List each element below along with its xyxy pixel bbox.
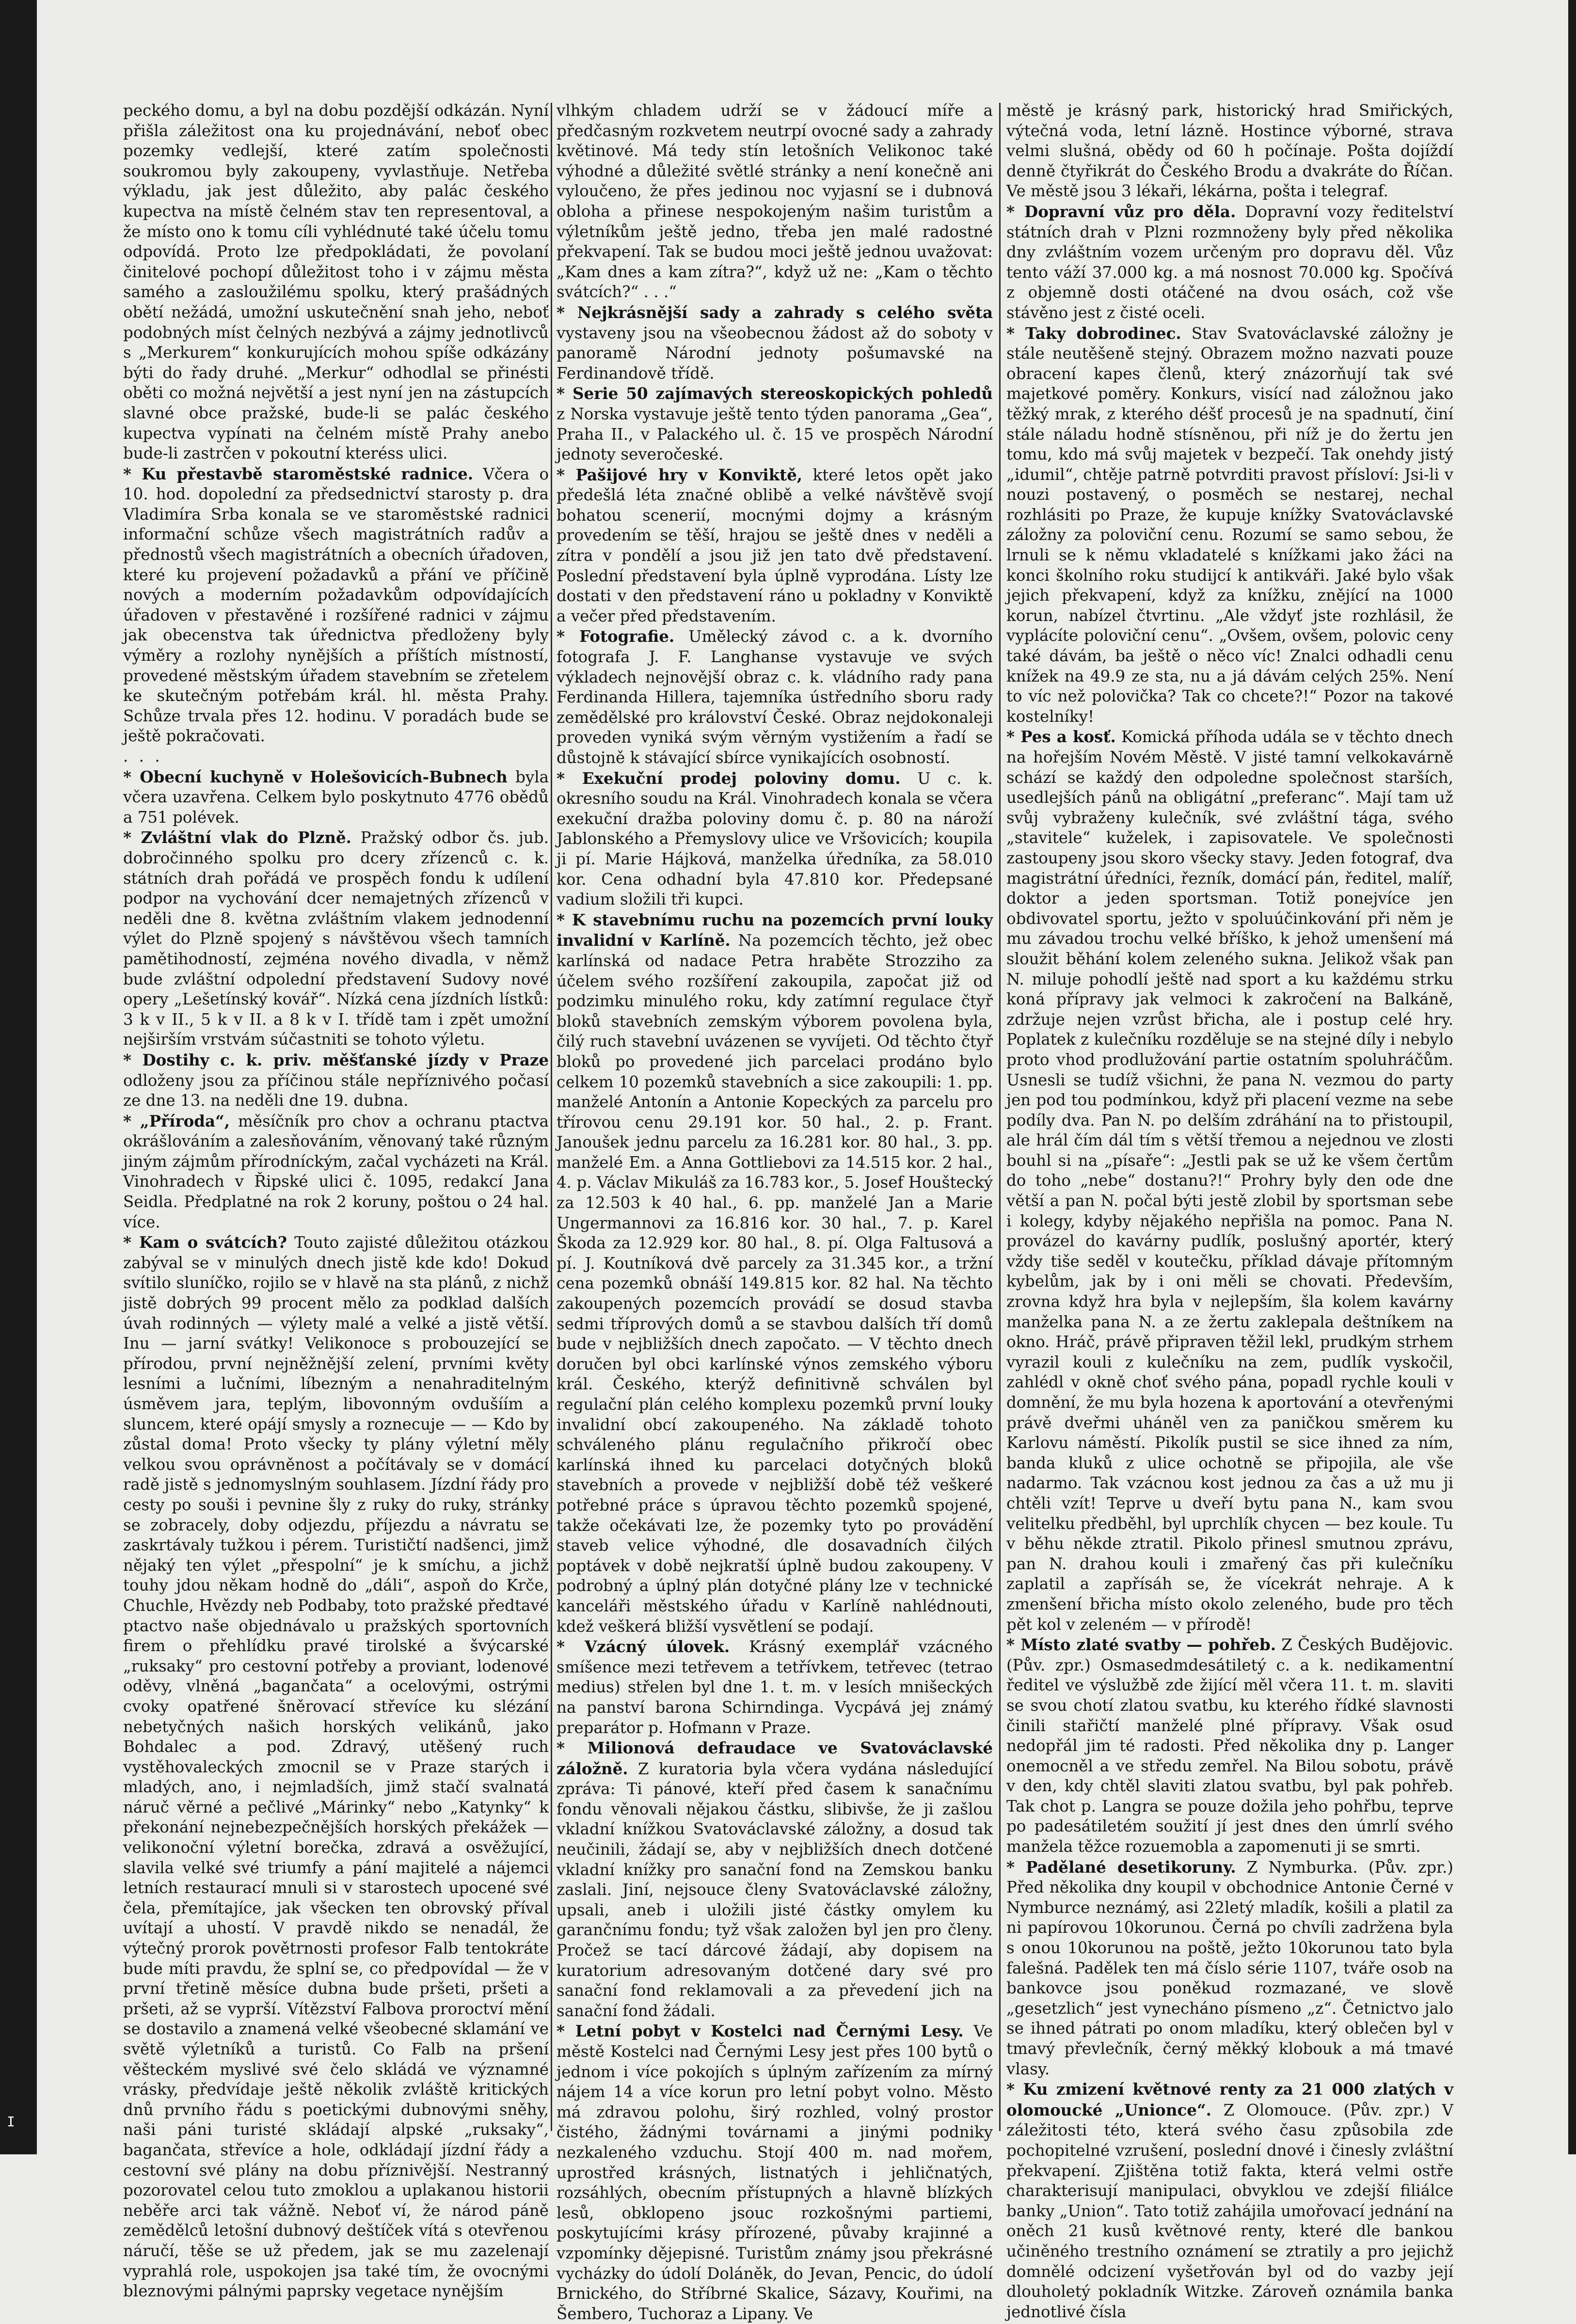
article-paragraph: [123, 464, 549, 747]
article-heading: Dostihy c. k. priv. měšťanské jízdy v Praze: [142, 1050, 549, 1069]
article-text: Dopravní vozy ředitelství státních drah v Plzni rozmnoženy byly před několika dny zvláštním vozem určeným pro dopravu děl. Vůz tento váží 37.000 kg. a má nosnost 70.000 kg. Spočívá z objemně dosti otáčené na dvou osách, což vše stávěno jest z čisté oceli.: [1006, 202, 1454, 322]
article-text: které letos opět jako předešlá léta značné oblibě a velké návštěvě svojí bohatou scenerií, mocnými dojmy a krásným provedením se těší, hrajou se ještě dnes v neděli a zítra v pondělí a jsou již jen tato dvě představení. Poslední představení byla úplně vyprodána. Lísty lze dostati v den představení ráno u pokladny v Konviktě a večer před představením.: [557, 465, 993, 625]
article-text: peckého domu, a byl na dobu pozdější odkázán. Nyní přišla záležitost ona ku projednávání, neboť obec pozemky vedlejší, které zatím společnosti soukromou byly zakoupeny, vyvlastňuje. Netřeba výkladu, jak jest důležito, aby palác českého kupectva na místě čelném stav ten representoval, a že místo ono k tomu cíli vyhlédnuté také účelu tomu odpovídá. Proto lze předpokládati, že povolaní činitelové pochopí důležitost toho i v zájmu města samého a zasloužilému spolku, který prašádných obětí nežádá, umožní uskutečnění snah jeho, neboť podobných míst čelných nezbývá a zájmy jednotlivců s „Merkurem“ konkurujících mohou spíše odkázány býti do řady druhé. „Merkur“ odhodlal se přinésti oběti co možná největší a jest nyní jen na zástupcích slavné obce pražské, bude-li se palác českého kupectva vypínati na čelném místě Prahy anebo bude-li zastrčen v pokoutní kteréss ulici.: [123, 101, 549, 463]
column-rule: [551, 103, 552, 2131]
article-paragraph: [123, 1111, 549, 1233]
article-text: Komická příhoda udála se v těchto dnech na hořejším Novém Městě. V jisté tamní velkokavárně schází se každý den odpoledne společnost starších, usedlejších pánů na obligátní „preferanc“. Mají tam už svůj vybraženy kulečník, své zvláštní tága, svého „stavitele“ kuželek, i zapisovatele. Ve společnosti zastoupeny jsou skoro všecky stavy. Jeden fotograf, dva magistrátní úředníci, řezník, domácí pán, ředitel, malíř, doktor a jeden sportsman. Totiž ponejvíce jen obdivovatel sportu, ježto v spoluúčinkování při něm je mu závadou trochu velké bříško, k jehož umenšení má sloužit běhání kolem zeleného sukna. Jelikož však pan N. miluje pohodlí ještě nad sport a ku každému strku koná přípravy jak velmoci k zakročení na Balkáně, zdržuje nejen vzrůst břicha, ale i postup celé hry. Poplatek z kulečníku rozděluje se na stejné díly i nebylo proto vhod prodlužování partie ostatním spoluhráčům. Usnesli se tudíž všichni, že pana N. vezmou do party jen pod tou podmínkou, když při placení vezme na sebe podíly dva. Pan N. po delším zdráhání na to přistoupil, ale hrál čím dál tím s větší třemou a nejednou ve zlosti bouhl si na „písaře“: „Jestli pak se už ke všem čertům do toho „nebe“ dostanu?!“ Prohry byly den ode dne větší a pan N. počal býti jestě zlobil by sportsman sebe i kolegy, kdyby nějakého nepřišla na pomoc. Pana N. provázel do kavárny pudlík, poslušný aportér, který vždy tiše seděl v koutečku, příklad dávaje přítomným kybelům, jak by i oni měli se chovati. Především, zrovna když hra byla v nejlepším, šla kolem kavárny manželka pana N. a ze žertu zaklepala deštníkem na okno. Hráč, právě připraven těžil lekl, prudkým strhem vyrazil kouli z kulečníku na zem, pudlík vyskočil, zahlédl v okně choť svého pána, popadl rychle kouli v domnění, že mu byla hozena k aportování a otevřenými právě dveřmi uháněl ven za paničkou směrem ku Karlovu náměstí. Pikolík pustil se sice ihned za ním, banda kluků z ulice ochotně se připojila, ale vše nadarmo. Tak vzácnou kost jednou za čas a už mu ji chtěli vzít! Teprve u dveří bytu pana N., kam svou velitelku předběhl, byl uprchlík chycen — bez koule. Tu v běhu někde ztratil. Pikolo přinesl smutnou zprávu, pan N. drahou kouli i zmařený čas při kulečníku zaplatil a zapřísáh se, že vícekrát nehraje. A k zmenšení břicha místo okolo zeleného, bude pro těch pět kol v zeleném — v přírodě!: [1006, 728, 1453, 1634]
bullet-asterisk: *: [557, 302, 577, 322]
article-paragraph: [123, 828, 549, 1050]
article-paragraph: [557, 1738, 993, 2021]
article-paragraph: [557, 465, 993, 627]
bullet-asterisk: *: [557, 910, 572, 929]
bullet-asterisk: *: [123, 464, 142, 483]
article-text: Z kuratoria byla včera vydána následující zpráva: Ti pánové, kteří před časem k sanačnímu fondu věnovali nějakou částku, slibivše, že ji zašlou vkladní knížkou Svatováclavské záložny, a dosud tak neučinili, žádají se, aby v nejbližších dnech dotčené vkladní knížky pro sanační fond na Zemskou banku zaslali. Jiní, nejsouce členy Svatováclavské záložny, upsali, aneb i uložili jisté částky omylem ku garančnímu fondu; tyž však založen byl jen pro členy. Pročež se tací dárcové žádají, aby dopisem na kuratorium adresovaným dotčené dary své pro sanační fond reklamovali a za převedení jich na sanační fond žádali.: [557, 1759, 993, 2020]
bullet-asterisk: *: [557, 1738, 588, 1758]
article-heading: K stavebnímu ruchu na pozemcích první louky invalidní v Karlíně.: [557, 910, 993, 950]
bullet-asterisk: *: [1006, 1635, 1021, 1655]
article-paragraph: [1006, 202, 1453, 323]
article-heading: Dopravní vůz pro děla.: [1024, 202, 1236, 221]
article-text: Umělecký závod c. a k. dvorního fotografa J. F. Langhanse vystavuje ve svých výkladech nejnovější obraz c. k. vládního rady pana Ferdinanda Hillera, tajemníka ústředního sboru rady zemědělské pro království České. Obraz nejdokonaleji proveden vyniká svým věrným vystižením a řadí se důstojně k stávající sbírce vynikajících osobností.: [557, 627, 993, 767]
article-heading: Milionová defraudace ve Svatováclavské záložně.: [557, 1738, 993, 1778]
scan-edge-right: [1568, 0, 1576, 2154]
article-heading: Pes a kosť.: [1020, 727, 1116, 747]
bullet-asterisk: *: [557, 2022, 575, 2041]
article-paragraph: [557, 302, 993, 383]
article-text: městě je krásný park, historický hrad Smiřických, výtečná voda, letní lázně. Hostince výborné, strava velmi slušná, obědy od 60 h počínaje. Pošta dojíždí denně čtyřikrát do Českého Brodu a dvakráte do Říčan. Ve městě jsou 3 lékaři, lékárna, pošta i telegraf.: [1006, 101, 1453, 201]
article-text: vlhkým chladem udrží se v žádoucí míře a předčasným rozkvetem neutrpí ovocné sady a zahrady květinové. Má tedy stín letošních Velikonoc také výhodné a důležité světlé stránky a není konečně ani vyloučeno, že přes jedinou noc vyjasní se i dubnová obloha a přinese nespokojeným našim turistům a výletníkům ještě jedno, třeba jen malé radostné překvapení. Tak se budou moci ještě jednou uvažovat: „Kam dnes a kam zítra?“, když už ne: „Kam o těchto svátcích?“ . . .“: [557, 101, 993, 302]
article-heading: Exekuční prodej poloviny domu.: [582, 768, 901, 788]
article-heading: Ku přestavbě staroměstské radnice.: [142, 464, 474, 483]
article-text: Včera o 10. hod. dopolední za předsednictví starosty p. dra Vladimíra Srba konala se ve staroměstské radnici informační schůze všech magistrátních radův a přednostů všech magistrátních a obecních úřadoven, které ku projevení požadavků a přání ve příčině nových a moderním požadavkům odpovídajících úřadoven v přestavěné i rozšířené radnici v zájmu jak obecenstva tak úřednictva předloženy byly výměry a rozlohy nynějších a příštích místností, provedené městským úřadem stavebním se zřetelem ke skutečným potřebám král. hl. města Prahy. Schůze trvala přes 12. hodinu. V poradách bude se ještě pokračovati.: [123, 464, 549, 746]
article-text: Ve městě Kostelci nad Černými Lesy jest přes 100 bytů o jednom i více pokojích s úplným zařízením za mírný nájem 14 a více korun pro letní pobyt volno. Město má zdravou polohu, širý rozhled, volný prostor čistého, žádnými továrnami a jinými podniky nezkaleného vzduchu. Stojí 400 m. nad mořem, uprostřed krásných, listnatých i jehličnatých, rozsáhlých, obecním přístupných a hlavně blízkých lesů, obklopeno jsouc rozkošnými partiemi, poskytujícími krásy přírozené, půvaby krajinné a vzpomínky dějepisné. Turistům známy jsou překrásné vycházky do údolí Doláněk, do Jevan, Pencic, do údolí Brnického, do Stříbrné Skalice, Sázavy, Kouřimi, na Šembero, Tuchoraz a Lipany. Ve: [557, 2022, 993, 2323]
bullet-asterisk: *: [1006, 2080, 1023, 2099]
column-3: [1006, 101, 1454, 2321]
column-2: [557, 101, 993, 2323]
bullet-asterisk: *: [1006, 202, 1025, 221]
bullet-asterisk: *: [1006, 323, 1025, 343]
article-paragraph: [557, 768, 993, 910]
article-heading: Místo zlaté svatby — pohřeb.: [1020, 1635, 1276, 1655]
article-paragraph: [123, 747, 549, 767]
bullet-asterisk: *: [123, 1233, 139, 1252]
article-text: Z Nymburka. (Pův. zpr.) Před několika dny koupil v obchodnice Antonie Černé v Nymburce neznámý, asi 22letý mladík, košili a platil za ni papírovou 10korunou. Černá po chvíli zadržena byla s onou 10korunou na poště, ježto 10korunou tato byla falešná. Padělek ten má číslo série 1107, tváře osob na bankovce jsou poněkud rozmazané, ve slově „gesetzlich“ jest vynecháno písmeno „z“. Četnictvo jalo se ihned pátrati po onom mladíku, který oblečen byl v tmavý převlečník, černý měkký klobouk a má tmavé vlasy.: [1006, 1858, 1453, 2078]
article-paragraph: [1006, 1635, 1453, 1857]
bullet-asterisk: *: [557, 465, 576, 484]
article-heading: Padělané desetikoruny.: [1026, 1857, 1236, 1877]
article-text: U c. k. okresního soudu na Král. Vinohradech konala se včera exekuční dražba poloviny domu č. p. 80 na nároží Jablonského a Přemyslovy ulice ve Vršovicích; koupila ji pí. Marie Hájková, manželka úředníka, za 58.010 kor. Cena odhadní byla 47.810 kor. Předepsané vadium složili tři kupci.: [557, 769, 993, 909]
scan-edge-left: [0, 0, 37, 2154]
article-heading: Fotografie.: [579, 627, 675, 646]
article-heading: Pašijové hry v Konviktě,: [575, 465, 803, 484]
article-heading: Letní pobyt v Kostelci nad Černými Lesy.: [575, 2022, 964, 2041]
article-paragraph: [557, 626, 993, 768]
bullet-asterisk: *: [1006, 1857, 1026, 1877]
article-heading: Kam o svátcích?: [139, 1233, 287, 1252]
bullet-asterisk: *: [557, 627, 580, 646]
article-paragraph: [123, 1050, 549, 1111]
article-paragraph: [123, 767, 549, 828]
bullet-asterisk: *: [123, 767, 140, 786]
article-text: byla včera uzavřena. Celkem bylo poskytnuto 4776 obědů a 751 polévek.: [123, 767, 549, 827]
article-text: Z Olomouce. (Pův. zpr.) V záležitosti této, která svého času způsobila zde pochopitelné vzrušení, poslední dnové i činesly zvláštní překvapení. Zjištěna totiž fakta, která velmi ostře charakterisují manipulaci, obvyklou ve zdejší filiálce banky „Union“. Tato totiž zahájila umořovací jednání na oněch 21 kusů květnové renty, které dle bankou učiněného trestního oznámení se ztratily a pro jejichž domnělé odcizení vyšetřován byl od do vazby její dlouholetý pokladník Witzke. Zároveň oznámila banka jednotlivé čísla: [1006, 2101, 1453, 2321]
article-heading: Obecní kuchyně v Holešovicích-Bubnech: [140, 767, 508, 786]
bullet-asterisk: *: [123, 1111, 140, 1130]
column-rule: [999, 103, 1001, 2131]
article-text: . . .: [123, 747, 163, 765]
article-paragraph: [557, 383, 993, 464]
margin-mark: I: [7, 2114, 15, 2130]
article-heading: „Příroda“,: [140, 1111, 230, 1130]
article-heading: Taky dobrodinec.: [1025, 323, 1181, 343]
article-text: Na pozemcích těchto, jež obec karlínská od nadace Petra hraběte Strozziho za účelem svého rozšíření zakoupila, započat již od podzimku minulého roku, kdy zatímní regulace čtyř bloků stavebních zemským výborem povolena byla, čilý ruch stavební uvázenen se vyvíjeti. Od těchto čtyř bloků po provedené jich parcelaci prodáno bylo celkem 10 pozemků stavebních a sice zakoupili: 1. pp. manželé Antonín a Antonie Kopeckých za parcelu pro třírovou cenu 29.191 kor. 50 hal., 2. p. Frant. Janoušek jednu parcelu za 16.281 kor. 80 hal., 3. pp. manželé Em. a Anna Gottliebovi za 14.515 kor. 2 hal., 4. p. Václav Mikuláš za 16.783 kor., 5. Josef Houštecký za 12.503 k 40 hal., 6. pp. manželé Jan a Marie Ungermannovi za 16.816 kor. 30 hal., 7. p. Karel Škoda za 12.929 kor. 80 hal., 8. pí. Olga Faltusová a pí. J. Koutníková dvě parcely za 31.345 kor., a tržní cena pozemků obnáší 149.815 kor. 82 hal. Na těchto zakoupených pozemcích provádí se dosud stavba sedmi tříprových domů a se stavbou dalších tří domů bude v nejbližších dnech započato. — V těchto dnech doručen byl obci karlínské výnos zemského výboru král. Českého, kterýž definitivně schválen byl regulační plán celého komplexu pozemků první louky invalidní obcí zakoupeného. Na základě tohoto schváleného plánu regulačního přikročí obec karlínská ihned ku parcelaci dotyčných bloků stavebních a provede v nejbližší době též veškeré potřebné práce s úpravou těchto pozemků spojené, takže očekávati lze, že pozemky tyto po provádění staveb velice výhodné, dle dosavadních čilých poptávek v době nejkratší úplně budou zakoupeny. V podrobný a úplný plán dotyčné plány lze v technické kanceláři městského úřadu v Karlíně nahlédnouti, kdež veškerá bližší vysvětlení se podají.: [557, 931, 993, 1636]
bullet-asterisk: *: [123, 1050, 143, 1069]
bullet-asterisk: *: [1006, 727, 1021, 747]
article-paragraph: [123, 1232, 549, 2301]
article-paragraph: [123, 101, 549, 464]
article-text: měsíčník pro chov a ochranu ptactva okrášlováním a zalesňováním, věnovaný také různým jiným zájmům přírodníckým, začal vycházeti na Král. Vinohradech v Řipské ulici č. 1095, redakcí Jana Seidla. Předplatné na rok 2 koruny, poštou o 24 hal. více.: [123, 1112, 549, 1231]
article-heading: Serie 50 zajímavých stereoskopických pohledů: [573, 384, 993, 403]
article-paragraph: [557, 101, 993, 302]
article-paragraph: [1006, 323, 1453, 727]
article-heading: Nejkrásnější sady a zahrady s celého světa: [577, 302, 993, 322]
article-text: z Norska vystavuje ještě tento týden panorama „Gea“, Praha II., v Palackého ul. č. 15 ve prospěch Národní jednoty severočeské.: [557, 404, 993, 464]
article-text: vystaveny jsou na všeobecnou žádost až do soboty v panoramě Národní jednoty pošumavské na Ferdinandově třídě.: [557, 323, 993, 382]
article-paragraph: [1006, 2079, 1453, 2322]
article-text: Touto zajisté důležitou otázkou zabýval se v minulých dnech jistě kde kdo! Dokud svítilo sluníčko, rojilo se v hlavě na sta plánů, z nichž jistě dobrých 99 procent mělo za podklad dalších úvah rodinných — výlety malé a velké a jistě větší. Inu — jarní svátky! Velikonoce s probouzející se přírodou, první nejněžnější zelení, prvními květy lesními a lučními, líbezným a nenahraditelným úsměvem jara, teplým, libovonným ovdušíím a sluncem, které opájí smysly a roznecuje — — Kdo by zůstal doma! Proto všecky ty plány výletní měly velkou svou oprávněnost a počítávaly se v domácí radě jistě s jednomyslným souhlasem. Jízdní řády pro cesty po souši i pevnine šly z ruky do ruky, stránky se zobracely, doby odjezdu, příjezdu a návratu se zaskrtávaly tužkou i pérem. Turističtí nadšenci, jimž nějaký ten výlet „přespolní“ je k smíchu, a jichž touhy jdou někam hodně do „dáli“, aspoň do Krče, Chuchle, Hvězdy neb Podbaby, toto pražské předtavé ptactvo naše objednávalo u pražských sportovních firem o přehlídku pravé tirolské a švýcarské „ruksaky“ pro cestovní potřeby a proviant, lodenové oděvy, vlněná „bagančata“ a ocelovými, ostrými cvoky opatřené šněrovací střevíce ku slézání nebetyčných našich horských velikánů, jako Bohdalec a pod. Zdravý, utěšený ruch vystěhovaleckých zmocnil se v Praze starých i mladých, ano, i nejmladších, jimž stačí svalnatá náruč věrné a pečlivé „Márinky“ nebo „Katynky“ k překonání nejnebezpečnějších horských překážek — velikonoční výletní borečka, zdravá a osvěžující, slavila velké své triumfy a pání majitelé a nájemci letních restaurací mnuli si v starostech upocené své čela, přemítajíce, jak všecken ten obrovský příval uvítají a uhostí. V pravdě nikdo se nenadál, že výtečný prorok povětrnosti profesor Falb tentokráte bude míti pravdu, že splní se, co předpovídal — že v první třetině měsíce dubna bude pršeti, pršeti a pršeti, až se vyprší. Vítězství Falbova proroctví mění se dostavilo a znamená velké všeobecné sklamání ve světě výletníků a turistů. Co Falb na pršení věšteckém myslivé své čelo skládá ve významné vrásky, předvídaje ještě několik zvláště kritických dnů prvního řádu s poetickými dubnovými sněhy, naši páni turisté skládají alpské „ruksaky“, bagančata, střevíce a hole, odkládají jízdní řády a cestovní své plány na dobu příznivější. Nestranný pozorovatel celou tuto zmoklou a uplakanou historii neběře arci tak vážně. Neboť ví, že národ páně zemědělců letošní dubnový deštíček vítá s otevřenou náručí, těše se už předem, jak se mu zazelenají vyprahlá role, uspokojen jsa také tím, že ovocnými bleznovými pálnými paprsky vegetace nynějším: [123, 1233, 549, 2301]
bullet-asterisk: *: [123, 828, 141, 847]
article-text: Pražský odbor čs. jub. dobročinného spolku pro dcery zřízenců c. k. státních drah pořádá ve prospěch fondu k udílení podpor na vychování dcer nemajetných zřízenců v neděli dne 8. května zvláštním vlakem jednodenní výlet do Plzně spojený s návštěvou všech tamních pamětihodností, zejména nového divadla, v němž bude zvláštní odpolední představení Sudovy nové opery „Lešetínský kovář“. Nízká cena jízdních lístků: 3 k v II., 5 k v II. a 8 k v I. třídě tam i zpět umožní nejširším vrstvám súčastniti se tohoto výletu.: [123, 828, 549, 1049]
article-text: Stav Svatováclavské záložny je stále neutěšeně stejný. Obrazem možno nazvati pouze obracení kapes členů, který znázorňují tak své majetkové poměry. Konkurs, visící nad záložnou jako těžký mrak, z kterého déšť procesů je na spadnutí, činí stále náladu hodně stísněnou, při níž je do žertu jen tomu, kdo má svůj majetek v bezpečí. Tak onehdy jistý „idumil“, chtěje patrně potvrditi pravost přísloví: Jsi-li v nouzi postavený, o posměch se nestarej, nechal rozhlásiti po Praze, že kupuje knížky Svatováclavské záložny za poloviční cenu. Rozumí se samo sebou, že lrnuli se k němu vkladatelé s knížkami jako žáci na konci školního roku studijcí k antikváři. Jaké bylo však jejich překvapení, když za knížku, znějící na 1000 korun, nabízel čtvrtinu. „Ale vždyť jste rozhlásil, že vyplácíte poloviční cenu“. „Ovšem, ovšem, polovic ceny také dávám, ba ještě o něco víc! Znalci odhadli cenu knížek na 49.9 ze sta, nu a já dávám celých 25%. Není to víc než polovička? Tak co chcete?!“ Pozor na takové kostelníky!: [1006, 324, 1453, 726]
article-text: Krásný exemplář vzácného smíšence mezi tetřevem a tetřívkem, tetřevec (tetrao medius) střelen byl dne 1. t. m. v lesích mnišeckých na panství barona Schirndinga. Vycpává jej známý preparátor p. Hofmann v Praze.: [557, 1638, 993, 1737]
article-paragraph: [1006, 101, 1453, 202]
column-1: [123, 101, 549, 2301]
bullet-asterisk: *: [557, 768, 582, 788]
article-heading: Zvláštní vlak do Plzně.: [141, 828, 352, 847]
article-paragraph: [1006, 1857, 1453, 2080]
article-text: odloženy jsou za příčinou stále nepříznivého počasí ze dne 13. na neděli dne 19. dubna.: [123, 1071, 549, 1110]
article-paragraph: [557, 910, 993, 1637]
article-paragraph: [557, 1637, 993, 1738]
bullet-asterisk: *: [557, 1637, 585, 1656]
article-text: Z Českých Budějovic. (Pův. zpr.) Osmasedmdesátiletý c. a k. nedikamentní ředitel ve výslužbě zde žijící měl včera 11. t. m. slaviti se svou chotí zlatou svatbu, ku kterého řídké slavnosti činili stařičtí manželé plné přípravy. Však osud nedopřál jim té radosti. Před několika dny p. Langer onemocněl a ve středu zemřel. Na Bilou sobotu, právě v den, kdy chtěl slaviti zlatou svatbu, byl pak pohřeb. Tak chot p. Langra se pouze dožila jeho pohřbu, teprve po padesátiletém soužití jí jest dnes den úmrlí svého manžela těžce rozuemobla a zapomenuti ji se smrti.: [1006, 1636, 1453, 1856]
bullet-asterisk: *: [557, 384, 573, 403]
article-paragraph: [1006, 727, 1453, 1635]
article-heading: Vzácný úlovek.: [585, 1637, 730, 1656]
article-heading: Ku zmizení květnové renty za 21 000 zlatých v olomoucké „Unionce“.: [1006, 2080, 1454, 2119]
article-paragraph: [557, 2021, 993, 2324]
